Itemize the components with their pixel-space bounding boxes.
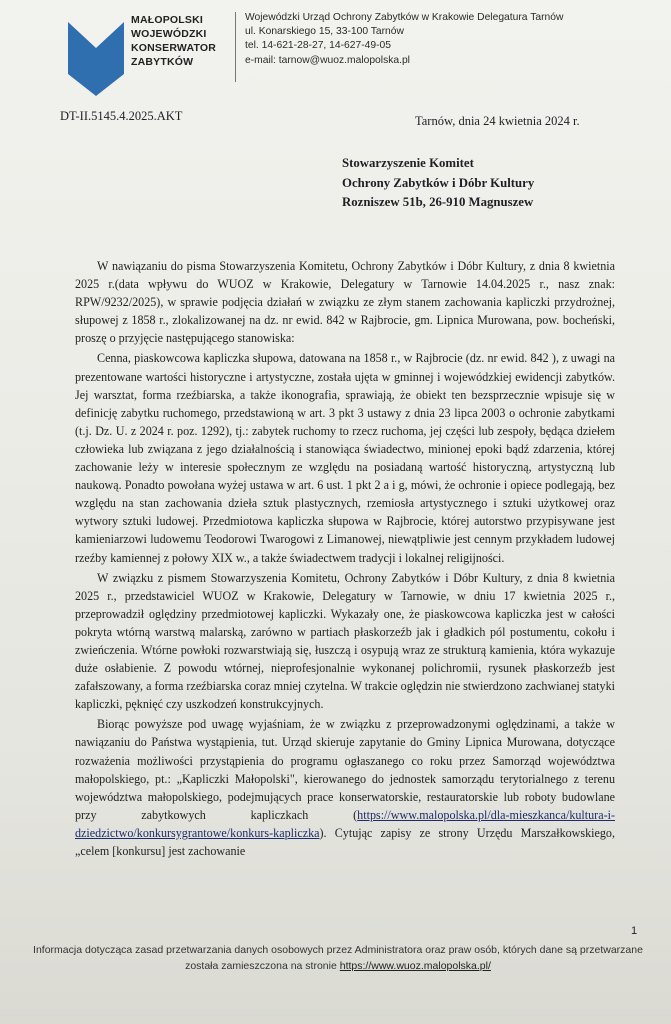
body-paragraph: W nawiązaniu do pisma Stowarzyszenia Komitetu, Ochrony Zabytków i Dóbr Kultury, z dnia 8 kwietnia 2025 r.(data wpływu do WUOZ w Krakowie, Delegatury w Tarnowie 14.04.2025 r., nasz znak: RPW/9232/2025), w sprawie podjęcia działań w związku ze złym stanem zachowania kapliczki przydrożnej, słupowej z 1858 r., zlokalizowanej na dz. nr ewid. 842 w Rajbrocie, gm. Lipnica Murowana, pow. bocheński, proszę o przyjęcie następującego stanowiska:	[75, 259, 615, 346]
mwkz-logo-icon	[68, 22, 124, 96]
footer-link[interactable]: https://www.wuoz.malopolska.pl/	[339, 960, 491, 972]
header-divider	[235, 12, 236, 82]
paragraph-text: ). Cytując zapisy ze strony Urzędu Marszałkowskiego, „celem [konkursu] jest zachowanie	[75, 825, 615, 858]
addressee-line: Ochrony Zabytków i Dóbr Kultury	[342, 175, 535, 190]
office-address: ul. Konarskiego 15, 33-100 Tarnów	[245, 26, 404, 38]
reference-number: DT-II.5145.4.2025.AKT	[60, 109, 183, 123]
office-phone: tel. 14-621-28-27, 14-627-49-05	[245, 40, 391, 52]
footer-note	[28, 942, 648, 974]
office-name: Wojewódzki Urząd Ochrony Zabytków w Krakowie Delegatura Tarnów	[245, 12, 564, 23]
contact-block	[245, 11, 665, 68]
paragraph-text: Biorąc powyższe pod uwagę wyjaśniam, że w związku z przeprowadzonymi oględzinami, a także w nawiązaniu do Państwa wystąpienia, tut. Urząd skieruje zapytanie do Gminy Lipnica Murowana, dotyczące rozważenia możliwości przystąpienia do programu ogłaszanego co roku przez Samorząd województwa małopolskiego, pt.: „Kapliczki Małopolski", kierowanego do jednostek samorządu terytorialnego z terenu województwa małopolskiego, podejmujących prace konserwatorskie, restauratorskie lub roboty budowlane przy zabytkowych kapliczkach (	[75, 717, 615, 822]
org-line: WOJEWÓDZKI	[131, 28, 207, 40]
addressee-block	[342, 154, 534, 213]
program-link[interactable]: https://www.malopolska.pl/dla-mieszkanca/kultura-i-dziedzictwo/konkursygrantowe/konkurs-kapliczka	[75, 807, 615, 840]
organization-name	[131, 13, 241, 69]
org-line: MAŁOPOLSKI	[131, 14, 203, 26]
footer-text: Informacja dotycząca zasad przetwarzania danych osobowych przez Administratora oraz praw osób, których dane są przetwarzane została zamieszczona na stronie	[33, 944, 643, 972]
org-line: KONSERWATOR	[131, 42, 217, 54]
body-paragraph	[75, 715, 615, 860]
body-paragraph: Cenna, piaskowcowa kapliczka słupowa, datowana na 1858 r., w Rajbrocie (dz. nr ewid. 842 ), z uwagi na prezentowane wartości historyczne i artystyczne, została ujęta w gminnej i wojewódzkiej ewidencji zabytków. Jej warsztat, forma rzeźbiarska, a także ikonografia, sprawiają, że obiekt ten bezsprzecznie wpisuje się w definicję zabytku ruchomego, przedstawioną w art. 3 pkt 3 ustawy z dnia 23 lipca 2003 o ochronie zabytkami (t.j. Dz. U. z 2024 r. poz. 1292), tj.: zabytek ruchomy to rzecz ruchoma, jej części lub zespoły, będąca dziełem człowieka lub związana z jego działalnością i stanowiąca świadectwo, minionej epoki bądź zdarzenia, której zachowanie leży w interesie społecznym ze względu na posiadaną wartość historyczną, artystyczną lub naukową. Ponadto powołana wyżej ustawa w art. 6 ust. 1 pkt 2 a i g, mówi, że ochronie i opiece podlegają, bez względu na stan zachowania dzieła sztuk plastycznych, rzemiosła artystycznego i sztuki użytkowej oraz wytwory sztuki ludowej. Przedmiotowa kapliczka słupowa w Rajbrocie, której autorstwo przypisywane jest kamieniarzowi ludowemu Teodorowi Twarogowi z Limanowej, niewątpliwie jest cennym przykładem ludowej rzeźby kamiennej z połowy XIX w., a także świadectwem tradycji i lokalnej religijności.	[75, 351, 615, 565]
letter-date: Tarnów, dnia 24 kwietnia 2024 r.	[415, 114, 580, 128]
addressee-line: Stowarzyszenie Komitet	[342, 156, 474, 170]
page-number: 1	[631, 925, 638, 937]
addressee-line: Rozniszew 51b, 26-910 Magnuszew	[342, 195, 534, 209]
letter-body	[75, 257, 615, 862]
body-paragraph: W związku z pismem Stowarzyszenia Komitetu, Ochrony Zabytków i Dóbr Kultury, z dnia 8 kwietnia 2025 r., przedstawiciel WUOZ w Krakowie, Delegatury w Tarnowie, w dniu 17 kwietnia 2025 r., przeprowadził oględziny przedmiotowej kapliczki. Wykazały one, że piaskowcowa kapliczka jest w całości pokryta wtórną warstwą malarską, zarówno w partiach płaskorzeźb jak i gładkich pól postumentu, cokołu i zwieńczenia. Wtórne powłoki rozwarstwiają się, łuszczą i osypują wraz ze strukturą kamienia, która wykazuje duże osłabienie. Z powodu wtórnej, nieprofesjonalnie wykonanej polichromii, rysunek płaskorzeźb jest zafałszowany, a forma rzeźbiarska coraz mniej czytelna. W trakcie oględzin nie stwierdzono zachwianej statyki kapliczki, pęknięć czy uszkodzeń konstrukcyjnych.	[75, 570, 615, 712]
office-email: e-mail: tarnow@wuoz.malopolska.pl	[245, 54, 410, 66]
org-line: ZABYTKÓW	[131, 56, 194, 68]
